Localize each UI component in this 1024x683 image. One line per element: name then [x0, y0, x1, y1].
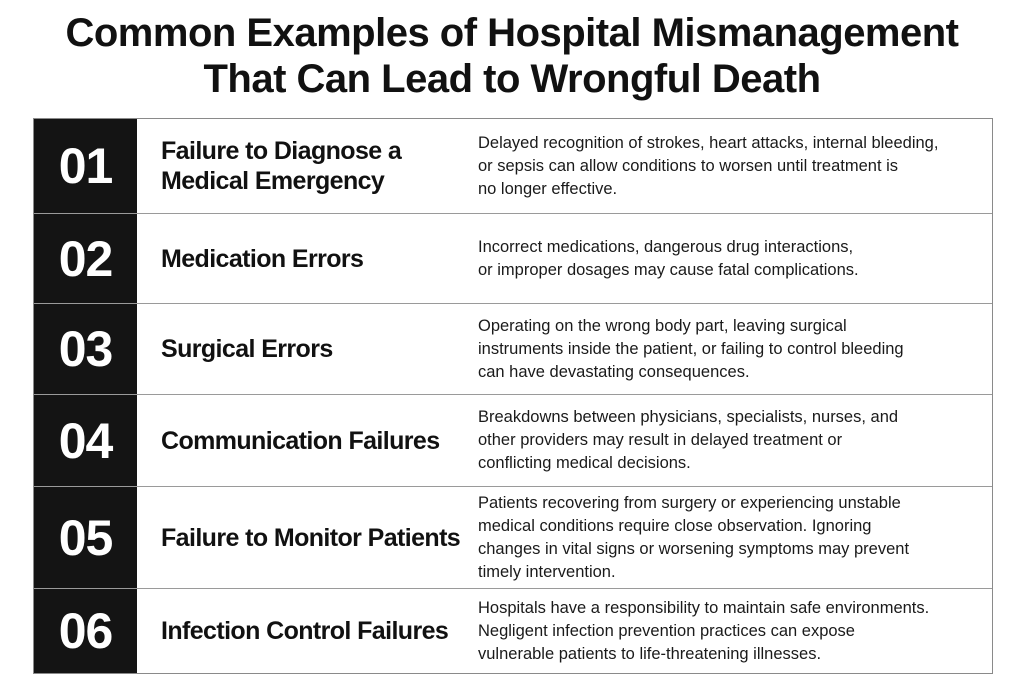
- row-description-line: other providers may result in delayed treatment or: [478, 431, 843, 449]
- row-number: 05: [34, 487, 137, 588]
- row-description-line: Incorrect medications, dangerous drug interactions,: [478, 237, 854, 256]
- row-heading-line: Medication Errors: [161, 244, 364, 273]
- row-description: [478, 304, 978, 394]
- row-heading: [161, 304, 461, 394]
- row-number: 03: [34, 304, 137, 394]
- row-description-line: medical conditions require close observation. Ignoring: [478, 516, 872, 535]
- row-number: 04: [34, 395, 137, 486]
- row-description: [478, 487, 978, 588]
- row-heading: [161, 214, 461, 303]
- row-heading-line: Medical Emergency: [161, 167, 385, 195]
- row-description-line: timely intervention.: [478, 562, 616, 581]
- title-line-2: That Can Lead to Wrongful Death: [203, 57, 821, 101]
- row-description-line: or sepsis can allow conditions to worsen until treatment is: [478, 156, 899, 175]
- row-number: 06: [34, 589, 137, 673]
- row-heading-line: Failure to Diagnose a: [161, 137, 402, 165]
- row-description-line: Delayed recognition of strokes, heart attacks, internal bleeding,: [478, 133, 939, 152]
- page-title: [0, 10, 1024, 102]
- table-row: [34, 487, 992, 589]
- row-description: [478, 589, 978, 673]
- row-description: [478, 395, 978, 486]
- row-heading: [161, 119, 461, 213]
- row-heading-line: Communication Failures: [161, 426, 440, 455]
- row-heading-line: Failure to Monitor Patients: [161, 523, 461, 552]
- table-row: [34, 395, 992, 487]
- row-description-line: vulnerable patients to life-threatening illnesses.: [478, 644, 822, 663]
- row-description-line: Negligent infection prevention practices can expose: [478, 621, 855, 640]
- row-description-line: Patients recovering from surgery or experiencing unstable: [478, 493, 901, 512]
- row-heading-line: Infection Control Failures: [161, 617, 449, 645]
- row-heading-line: Surgical Errors: [161, 335, 333, 363]
- table-row: [34, 119, 992, 214]
- row-number: 02: [34, 214, 137, 303]
- row-description: [478, 119, 978, 213]
- row-heading: [161, 395, 461, 486]
- row-description-line: or improper dosages may cause fatal complications.: [478, 260, 859, 279]
- examples-table: [33, 118, 993, 674]
- row-description-line: Hospitals have a responsibility to maintain safe environments.: [478, 598, 930, 617]
- row-description-line: instruments inside the patient, or failing to control bleeding: [478, 339, 904, 358]
- row-description-line: no longer effective.: [478, 179, 618, 198]
- row-description-line: conflicting medical decisions.: [478, 454, 691, 472]
- row-description-line: can have devastating consequences.: [478, 362, 750, 381]
- table-row: [34, 304, 992, 395]
- table-row: [34, 589, 992, 673]
- row-description-line: changes in vital signs or worsening symptoms may prevent: [478, 539, 910, 558]
- row-description-line: Operating on the wrong body part, leaving surgical: [478, 316, 847, 335]
- row-number: 01: [34, 119, 137, 213]
- row-heading: [161, 589, 461, 673]
- table-row: [34, 214, 992, 304]
- row-description: [478, 214, 978, 303]
- title-line-1: Common Examples of Hospital Mismanagement: [65, 11, 959, 55]
- row-description-line: Breakdowns between physicians, specialists, nurses, and: [478, 408, 899, 426]
- row-heading: [161, 487, 461, 588]
